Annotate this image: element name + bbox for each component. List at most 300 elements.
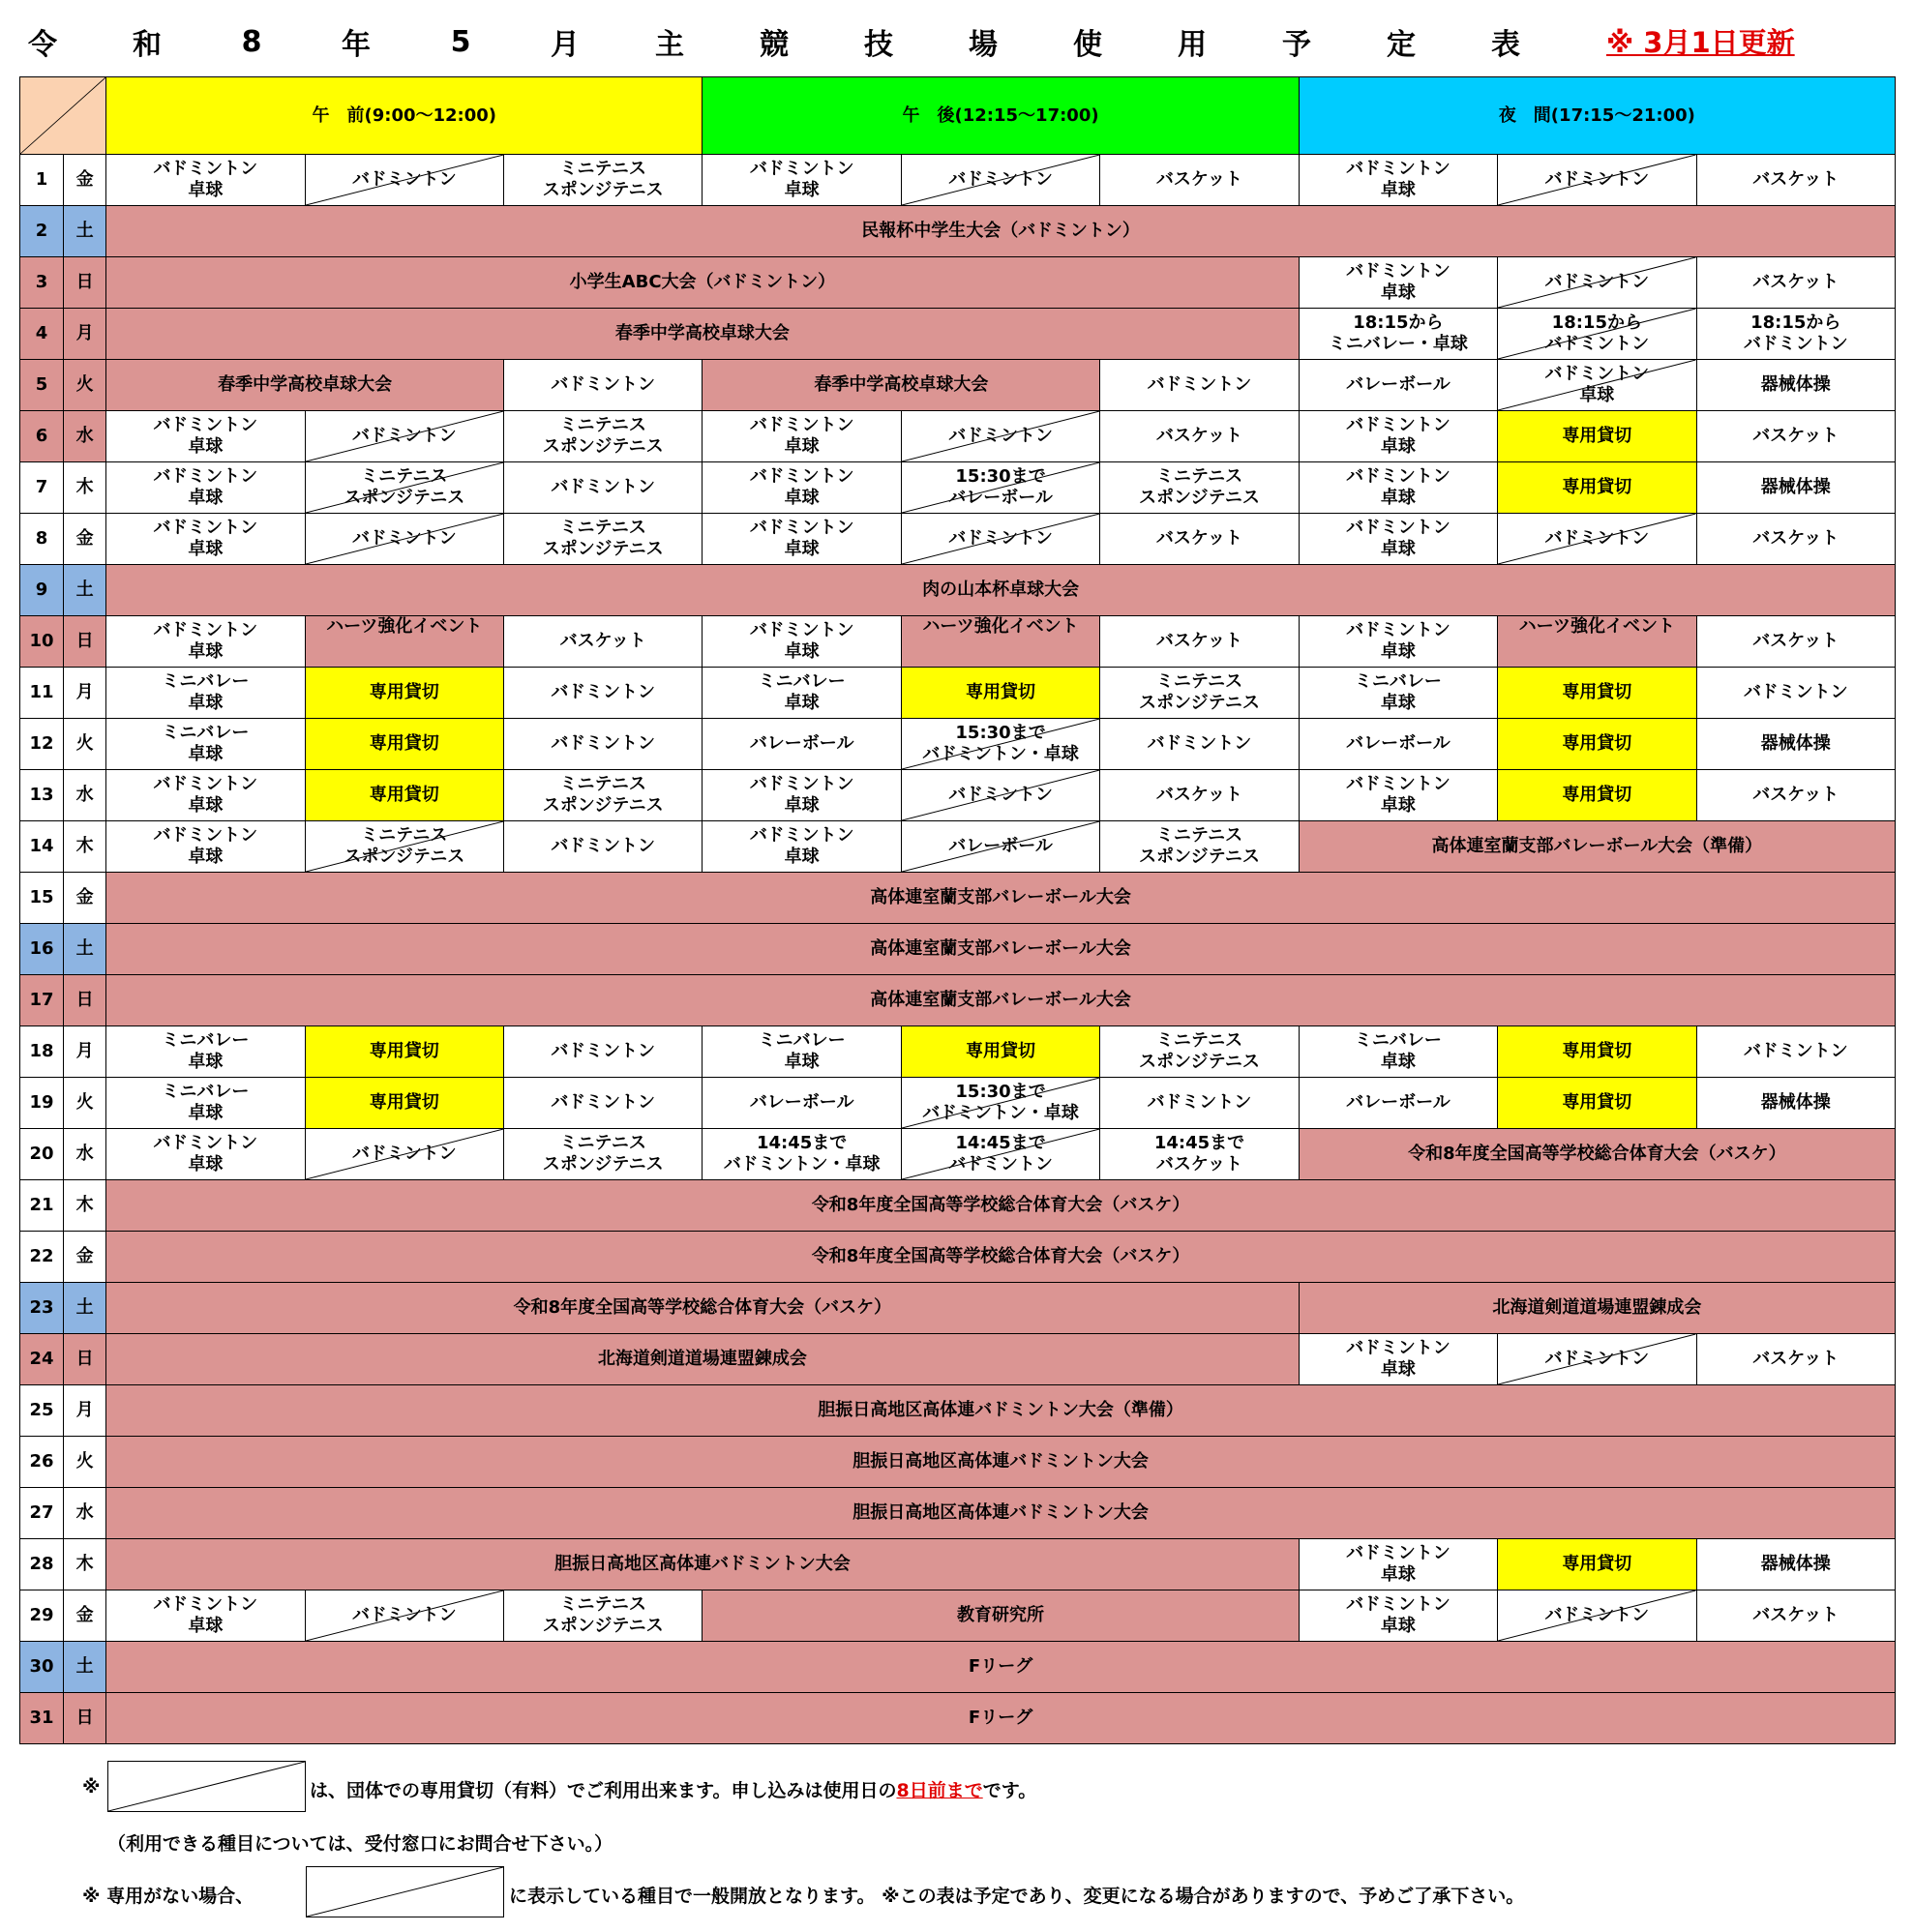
cell-text: ミニテニス スポンジテニス bbox=[1139, 825, 1260, 867]
title-char: 月 bbox=[551, 28, 580, 62]
weekday: 土 bbox=[64, 924, 106, 975]
day-number: 17 bbox=[20, 975, 64, 1026]
schedule-cell bbox=[504, 1590, 703, 1642]
schedule-cell bbox=[1696, 1539, 1895, 1590]
weekday: 日 bbox=[64, 1693, 106, 1744]
day-number: 4 bbox=[20, 309, 64, 360]
weekday: 金 bbox=[64, 873, 106, 924]
weekday: 木 bbox=[64, 1180, 106, 1232]
cell-text: バドミントン 卓球 bbox=[1346, 159, 1450, 200]
weekday: 火 bbox=[64, 1078, 106, 1129]
cell-text: バドミントン bbox=[551, 1092, 656, 1113]
cell-text: バドミントン 卓球 bbox=[153, 466, 258, 508]
schedule-cell bbox=[1299, 411, 1497, 462]
reserved-cell bbox=[1498, 1539, 1696, 1590]
note-mark: ※ bbox=[82, 1776, 101, 1798]
schedule-cell bbox=[1299, 668, 1497, 719]
schedule-cell bbox=[1299, 514, 1497, 565]
reserved-cell bbox=[305, 770, 503, 821]
schedule-cell bbox=[504, 668, 703, 719]
day-number: 27 bbox=[20, 1488, 64, 1539]
event-cell bbox=[106, 1642, 1896, 1693]
table-row bbox=[20, 1437, 1896, 1488]
schedule-cell bbox=[1696, 1590, 1895, 1642]
event-cell bbox=[106, 565, 1896, 616]
slashed-cell bbox=[901, 1078, 1099, 1129]
cell-text: バドミントン 卓球 bbox=[153, 518, 258, 559]
schedule-cell bbox=[1100, 668, 1299, 719]
slashed-cell bbox=[305, 821, 503, 873]
schedule-cell bbox=[1696, 770, 1895, 821]
schedule-cell bbox=[106, 155, 305, 206]
table-row bbox=[20, 257, 1896, 309]
schedule-cell bbox=[106, 1026, 305, 1078]
cell-text: バドミントン 卓球 bbox=[153, 620, 258, 662]
reserved-cell bbox=[1498, 770, 1696, 821]
event-cell bbox=[106, 309, 1300, 360]
cell-text: ミニバレー 卓球 bbox=[1354, 1030, 1442, 1072]
day-number: 5 bbox=[20, 360, 64, 411]
cell-text: ミニテニス スポンジテニス bbox=[1139, 466, 1260, 508]
title-char: 表 bbox=[1491, 28, 1520, 62]
cell-text: 専用貸切 bbox=[1562, 785, 1632, 805]
cell-text: 胆振日高地区高体連バドミントン大会 bbox=[852, 1451, 1149, 1471]
cell-text: バドミントン bbox=[948, 785, 1053, 805]
cell-text: 専用貸切 bbox=[966, 682, 1036, 702]
day-number: 6 bbox=[20, 411, 64, 462]
schedule-cell bbox=[1100, 155, 1299, 206]
schedule-cell bbox=[1100, 514, 1299, 565]
cell-text: 14:45まで バドミントン bbox=[948, 1133, 1053, 1174]
title-char: 用 bbox=[1178, 28, 1207, 62]
weekday: 日 bbox=[64, 257, 106, 309]
day-number: 28 bbox=[20, 1539, 64, 1590]
schedule-cell bbox=[1299, 309, 1497, 360]
table-row bbox=[20, 514, 1896, 565]
cell-text: バレーボール bbox=[1346, 1092, 1450, 1113]
table-row bbox=[20, 616, 1896, 668]
cell-text: 14:45まで バドミントン・卓球 bbox=[723, 1133, 881, 1174]
slashed-cell bbox=[305, 462, 503, 514]
event-cell bbox=[1299, 1283, 1895, 1334]
schedule-cell bbox=[1696, 411, 1895, 462]
cell-text: 14:45まで バスケット bbox=[1153, 1133, 1245, 1174]
schedule-cell bbox=[1100, 360, 1299, 411]
cell-text: 専用貸切 bbox=[1562, 733, 1632, 754]
weekday: 水 bbox=[64, 1488, 106, 1539]
event-cell bbox=[106, 1232, 1896, 1283]
event-cell bbox=[106, 360, 504, 411]
cell-text: 専用貸切 bbox=[369, 733, 439, 754]
cell-text: バドミントン bbox=[1544, 528, 1650, 549]
table-row bbox=[20, 924, 1896, 975]
weekday: 木 bbox=[64, 462, 106, 514]
cell-text: バスケット bbox=[1155, 169, 1243, 190]
weekday: 月 bbox=[64, 309, 106, 360]
cell-text: 胆振日高地区高体連バドミントン大会 bbox=[554, 1554, 851, 1574]
schedule-cell bbox=[1100, 462, 1299, 514]
cell-text: 専用貸切 bbox=[1562, 477, 1632, 497]
schedule-cell bbox=[106, 1129, 305, 1180]
cell-text: バドミントン 卓球 bbox=[153, 1133, 258, 1174]
cell-text: バドミントン 卓球 bbox=[153, 1594, 258, 1636]
table-row bbox=[20, 565, 1896, 616]
weekday: 火 bbox=[64, 719, 106, 770]
event-cell bbox=[901, 616, 1099, 668]
diagonal-line-icon bbox=[20, 77, 105, 154]
schedule-cell bbox=[504, 360, 703, 411]
schedule-cell bbox=[106, 462, 305, 514]
schedule-cell bbox=[106, 1590, 305, 1642]
table-row bbox=[20, 411, 1896, 462]
cell-text: バスケット bbox=[1155, 785, 1243, 805]
cell-text: バドミントン bbox=[948, 528, 1053, 549]
table-row bbox=[20, 1334, 1896, 1385]
schedule-cell bbox=[1696, 514, 1895, 565]
weekday: 月 bbox=[64, 1385, 106, 1437]
cell-text: バドミントン 卓球 bbox=[1346, 1543, 1450, 1585]
reserved-cell bbox=[1498, 668, 1696, 719]
schedule-cell bbox=[504, 821, 703, 873]
table-row bbox=[20, 719, 1896, 770]
weekday: 日 bbox=[64, 1334, 106, 1385]
cell-text: バスケット bbox=[1752, 272, 1839, 292]
table-row bbox=[20, 1283, 1896, 1334]
event-cell bbox=[106, 1180, 1896, 1232]
cell-text: 15:30まで バレーボール bbox=[948, 466, 1053, 508]
corner-cell bbox=[20, 77, 106, 155]
schedule-cell bbox=[106, 1078, 305, 1129]
cell-text: バドミントン 卓球 bbox=[1346, 1594, 1450, 1636]
cell-text: バスケット bbox=[1155, 631, 1243, 651]
slashed-cell bbox=[305, 514, 503, 565]
table-row bbox=[20, 1693, 1896, 1744]
slashed-cell bbox=[901, 462, 1099, 514]
cell-text: バスケット bbox=[1752, 785, 1839, 805]
schedule-cell bbox=[1696, 309, 1895, 360]
schedule-cell bbox=[504, 1129, 703, 1180]
sample-slashed-cell bbox=[107, 1761, 306, 1812]
cell-text: 専用貸切 bbox=[966, 1041, 1036, 1061]
day-number: 9 bbox=[20, 565, 64, 616]
cell-text: ミニバレー 卓球 bbox=[162, 1030, 250, 1072]
cell-text: バドミントン bbox=[551, 836, 656, 856]
event-cell bbox=[703, 360, 1100, 411]
title-char: 競 bbox=[760, 28, 789, 62]
cell-text: 15:30まで バドミントン・卓球 bbox=[922, 723, 1079, 764]
title-char: 定 bbox=[1387, 28, 1416, 62]
schedule-cell bbox=[106, 514, 305, 565]
afternoon-header: 午 後(12:15～17:00) bbox=[703, 77, 1299, 155]
table-row bbox=[20, 1026, 1896, 1078]
cell-text: 春季中学高校卓球大会 bbox=[614, 323, 790, 343]
event-cell bbox=[106, 206, 1896, 257]
event-cell bbox=[1498, 616, 1696, 668]
cell-text: ハーツ強化イベント bbox=[1518, 616, 1675, 637]
event-cell bbox=[703, 1590, 1299, 1642]
weekday: 水 bbox=[64, 411, 106, 462]
weekday: 土 bbox=[64, 565, 106, 616]
schedule-cell bbox=[504, 514, 703, 565]
schedule-cell bbox=[1100, 1129, 1299, 1180]
day-number: 31 bbox=[20, 1693, 64, 1744]
cell-text: 北海道剣道道場連盟錬成会 bbox=[1492, 1297, 1702, 1318]
title-char: 技 bbox=[864, 28, 893, 62]
table-row bbox=[20, 821, 1896, 873]
cell-text: バスケット bbox=[1155, 528, 1243, 549]
schedule-cell bbox=[703, 462, 901, 514]
cell-text: 専用貸切 bbox=[369, 1041, 439, 1061]
cell-text: バドミントン 卓球 bbox=[749, 774, 854, 816]
schedule-cell bbox=[1100, 1078, 1299, 1129]
cell-text: バドミントン bbox=[1147, 733, 1252, 754]
slashed-cell bbox=[901, 1129, 1099, 1180]
note-line-3b: に表示している種目で一般開放となります。 ※この表は予定であり、変更になる場合がありますので、予めご了承下さい。 bbox=[509, 1886, 1525, 1907]
schedule-cell bbox=[1100, 411, 1299, 462]
weekday: 金 bbox=[64, 155, 106, 206]
schedule-cell bbox=[504, 719, 703, 770]
day-number: 14 bbox=[20, 821, 64, 873]
table-row bbox=[20, 360, 1896, 411]
table-row bbox=[20, 873, 1896, 924]
cell-text: ミニテニス スポンジテニス bbox=[344, 466, 465, 508]
cell-text: バドミントン bbox=[351, 169, 457, 190]
day-number: 22 bbox=[20, 1232, 64, 1283]
schedule-cell bbox=[1299, 1539, 1497, 1590]
cell-text: 教育研究所 bbox=[957, 1605, 1045, 1625]
cell-text: バドミントン bbox=[551, 682, 656, 702]
schedule-cell bbox=[703, 821, 901, 873]
schedule-cell bbox=[703, 1078, 901, 1129]
cell-text: バレーボール bbox=[1346, 733, 1450, 754]
cell-text: バドミントン 卓球 bbox=[1346, 415, 1450, 457]
table-row bbox=[20, 1129, 1896, 1180]
schedule-cell bbox=[1100, 719, 1299, 770]
reserved-cell bbox=[305, 668, 503, 719]
title-char: 年 bbox=[342, 28, 371, 62]
event-cell bbox=[1299, 1129, 1895, 1180]
cell-text: バレーボール bbox=[749, 1092, 854, 1113]
slashed-cell bbox=[901, 770, 1099, 821]
cell-text: バドミントン bbox=[1544, 1349, 1650, 1369]
weekday: 金 bbox=[64, 1232, 106, 1283]
cell-text: バドミントン 卓球 bbox=[1346, 620, 1450, 662]
schedule-cell bbox=[504, 1078, 703, 1129]
schedule-grid bbox=[19, 76, 1896, 1744]
schedule-cell bbox=[106, 821, 305, 873]
cell-text: バドミントン bbox=[1743, 1041, 1848, 1061]
cell-text: 器械体操 bbox=[1760, 1092, 1831, 1113]
note-line-1-end: です。 bbox=[982, 1780, 1037, 1801]
cell-text: バスケット bbox=[1752, 1605, 1839, 1625]
schedule-cell bbox=[703, 1026, 901, 1078]
event-cell bbox=[106, 975, 1896, 1026]
day-number: 24 bbox=[20, 1334, 64, 1385]
schedule-cell bbox=[703, 668, 901, 719]
schedule-cell bbox=[703, 719, 901, 770]
event-cell bbox=[106, 1539, 1300, 1590]
weekday: 火 bbox=[64, 360, 106, 411]
schedule-cell bbox=[703, 514, 901, 565]
day-number: 20 bbox=[20, 1129, 64, 1180]
slashed-cell bbox=[901, 155, 1099, 206]
note-line-3a: ※ 専用がない場合、 bbox=[82, 1886, 254, 1907]
cell-text: バドミントン bbox=[948, 426, 1053, 446]
cell-text: バスケット bbox=[1752, 631, 1839, 651]
cell-text: 令和8年度全国高等学校総合体育大会（バスケ） bbox=[811, 1195, 1190, 1215]
day-number: 29 bbox=[20, 1590, 64, 1642]
slashed-cell bbox=[1498, 257, 1696, 309]
weekday: 木 bbox=[64, 821, 106, 873]
note-line-1-text: は、団体での専用貸切（有料）でご利用出来ます。申し込みは使用日の bbox=[310, 1780, 897, 1801]
cell-text: ミニテニス スポンジテニス bbox=[344, 825, 465, 867]
event-cell bbox=[106, 924, 1896, 975]
schedule-cell bbox=[1299, 155, 1497, 206]
cell-text: バドミントン bbox=[1743, 682, 1848, 702]
reserved-cell bbox=[1498, 719, 1696, 770]
title-char: 予 bbox=[1282, 28, 1311, 62]
schedule-cell bbox=[1299, 360, 1497, 411]
cell-text: 専用貸切 bbox=[369, 785, 439, 805]
slashed-cell bbox=[1498, 309, 1696, 360]
schedule-table bbox=[19, 76, 1896, 1744]
cell-text: 専用貸切 bbox=[1562, 426, 1632, 446]
reserved-cell bbox=[1498, 1026, 1696, 1078]
cell-text: バドミントン 卓球 bbox=[153, 159, 258, 200]
weekday: 水 bbox=[64, 1129, 106, 1180]
weekday: 日 bbox=[64, 975, 106, 1026]
schedule-cell bbox=[504, 616, 703, 668]
cell-text: 器械体操 bbox=[1760, 477, 1831, 497]
table-row bbox=[20, 1590, 1896, 1642]
slashed-cell bbox=[901, 411, 1099, 462]
cell-text: 令和8年度全国高等学校総合体育大会（バスケ） bbox=[1408, 1144, 1786, 1164]
event-cell bbox=[106, 257, 1300, 309]
cell-text: バドミントン 卓球 bbox=[153, 774, 258, 816]
cell-text: 15:30まで バドミントン・卓球 bbox=[922, 1082, 1079, 1123]
cell-text: バドミントン bbox=[948, 169, 1053, 190]
weekday: 木 bbox=[64, 1539, 106, 1590]
title-bar bbox=[19, 17, 1897, 66]
schedule-cell bbox=[703, 411, 901, 462]
cell-text: ミニテニス スポンジテニス bbox=[542, 774, 664, 816]
cell-text: ミニテニス スポンジテニス bbox=[542, 1594, 664, 1636]
weekday: 土 bbox=[64, 1283, 106, 1334]
slashed-cell bbox=[1498, 155, 1696, 206]
schedule-cell bbox=[703, 616, 901, 668]
cell-text: 小学生ABC大会（バドミントン） bbox=[569, 272, 836, 292]
weekday: 月 bbox=[64, 1026, 106, 1078]
schedule-cell bbox=[106, 719, 305, 770]
event-cell bbox=[106, 873, 1896, 924]
schedule-cell bbox=[1299, 719, 1497, 770]
slashed-cell bbox=[901, 719, 1099, 770]
schedule-cell bbox=[1696, 1026, 1895, 1078]
cell-text: 高体連室蘭支部バレーボール大会 bbox=[870, 938, 1131, 959]
schedule-cell bbox=[106, 770, 305, 821]
cell-text: 専用貸切 bbox=[1562, 1092, 1632, 1113]
cell-text: ミニテニス スポンジテニス bbox=[1139, 671, 1260, 713]
cell-text: 18:15から ミニバレー・卓球 bbox=[1328, 312, 1468, 354]
day-number: 16 bbox=[20, 924, 64, 975]
diagonal-line-icon bbox=[307, 1867, 503, 1917]
reserved-cell bbox=[901, 1026, 1099, 1078]
schedule-cell bbox=[1696, 668, 1895, 719]
cell-text: バレーボール bbox=[1346, 374, 1450, 395]
slashed-cell bbox=[1498, 1334, 1696, 1385]
note-line-2: （利用できる種目については、受付窓口にお問合せ下さい。） bbox=[107, 1833, 613, 1855]
table-row bbox=[20, 462, 1896, 514]
schedule-cell bbox=[1696, 155, 1895, 206]
cell-text: Fリーグ bbox=[968, 1656, 1033, 1677]
event-cell bbox=[106, 1693, 1896, 1744]
cell-text: ミニバレー 卓球 bbox=[1354, 671, 1442, 713]
cell-text: ミニバレー 卓球 bbox=[162, 1082, 250, 1123]
cell-text: 春季中学高校卓球大会 bbox=[218, 374, 393, 395]
cell-text: 北海道剣道道場連盟錬成会 bbox=[597, 1349, 807, 1369]
cell-text: バドミントン 卓球 bbox=[749, 159, 854, 200]
table-row bbox=[20, 155, 1896, 206]
day-number: 21 bbox=[20, 1180, 64, 1232]
cell-text: 高体連室蘭支部バレーボール大会 bbox=[870, 990, 1131, 1010]
cell-text: バドミントン bbox=[351, 1144, 457, 1164]
table-row bbox=[20, 1078, 1896, 1129]
schedule-cell bbox=[1100, 821, 1299, 873]
cell-text: ミニバレー 卓球 bbox=[758, 1030, 846, 1072]
schedule-cell bbox=[1100, 616, 1299, 668]
cell-text: 専用貸切 bbox=[369, 682, 439, 702]
reserved-cell bbox=[1498, 1078, 1696, 1129]
cell-text: ミニテニス スポンジテニス bbox=[1139, 1030, 1260, 1072]
schedule-cell bbox=[504, 770, 703, 821]
day-number: 3 bbox=[20, 257, 64, 309]
cell-text: バドミントン 卓球 bbox=[749, 415, 854, 457]
table-row bbox=[20, 1539, 1896, 1590]
schedule-cell bbox=[1100, 770, 1299, 821]
cell-text: 専用貸切 bbox=[1562, 1041, 1632, 1061]
reserved-cell bbox=[305, 719, 503, 770]
cell-text: バスケット bbox=[1155, 426, 1243, 446]
cell-text: ハーツ強化イベント bbox=[326, 616, 483, 637]
cell-text: バドミントン bbox=[551, 374, 656, 395]
reserved-cell bbox=[305, 1078, 503, 1129]
cell-text: バドミントン bbox=[551, 1041, 656, 1061]
day-number: 19 bbox=[20, 1078, 64, 1129]
day-number: 15 bbox=[20, 873, 64, 924]
sample-unslashed-cell bbox=[306, 1866, 504, 1917]
cell-text: バレーボール bbox=[948, 836, 1053, 856]
event-cell bbox=[106, 1385, 1896, 1437]
note-deadline: 8日前まで bbox=[896, 1780, 983, 1801]
cell-text: バドミントン bbox=[1147, 374, 1252, 395]
slashed-cell bbox=[901, 514, 1099, 565]
slashed-cell bbox=[1498, 360, 1696, 411]
cell-text: バドミントン bbox=[351, 426, 457, 446]
day-number: 18 bbox=[20, 1026, 64, 1078]
schedule-cell bbox=[1696, 719, 1895, 770]
schedule-cell bbox=[703, 770, 901, 821]
cell-text: 春季中学高校卓球大会 bbox=[814, 374, 989, 395]
title-char: 和 bbox=[133, 28, 162, 62]
weekday: 火 bbox=[64, 1437, 106, 1488]
schedule-cell bbox=[1696, 360, 1895, 411]
update-note: ※ 3月1日更新 bbox=[1606, 26, 1795, 59]
cell-text: バドミントン bbox=[351, 1605, 457, 1625]
cell-text: バドミントン 卓球 bbox=[1346, 774, 1450, 816]
schedule-cell bbox=[1299, 1026, 1497, 1078]
cell-text: 胆振日高地区高体連バドミントン大会 bbox=[852, 1502, 1149, 1523]
cell-text: バドミントン bbox=[1544, 1605, 1650, 1625]
